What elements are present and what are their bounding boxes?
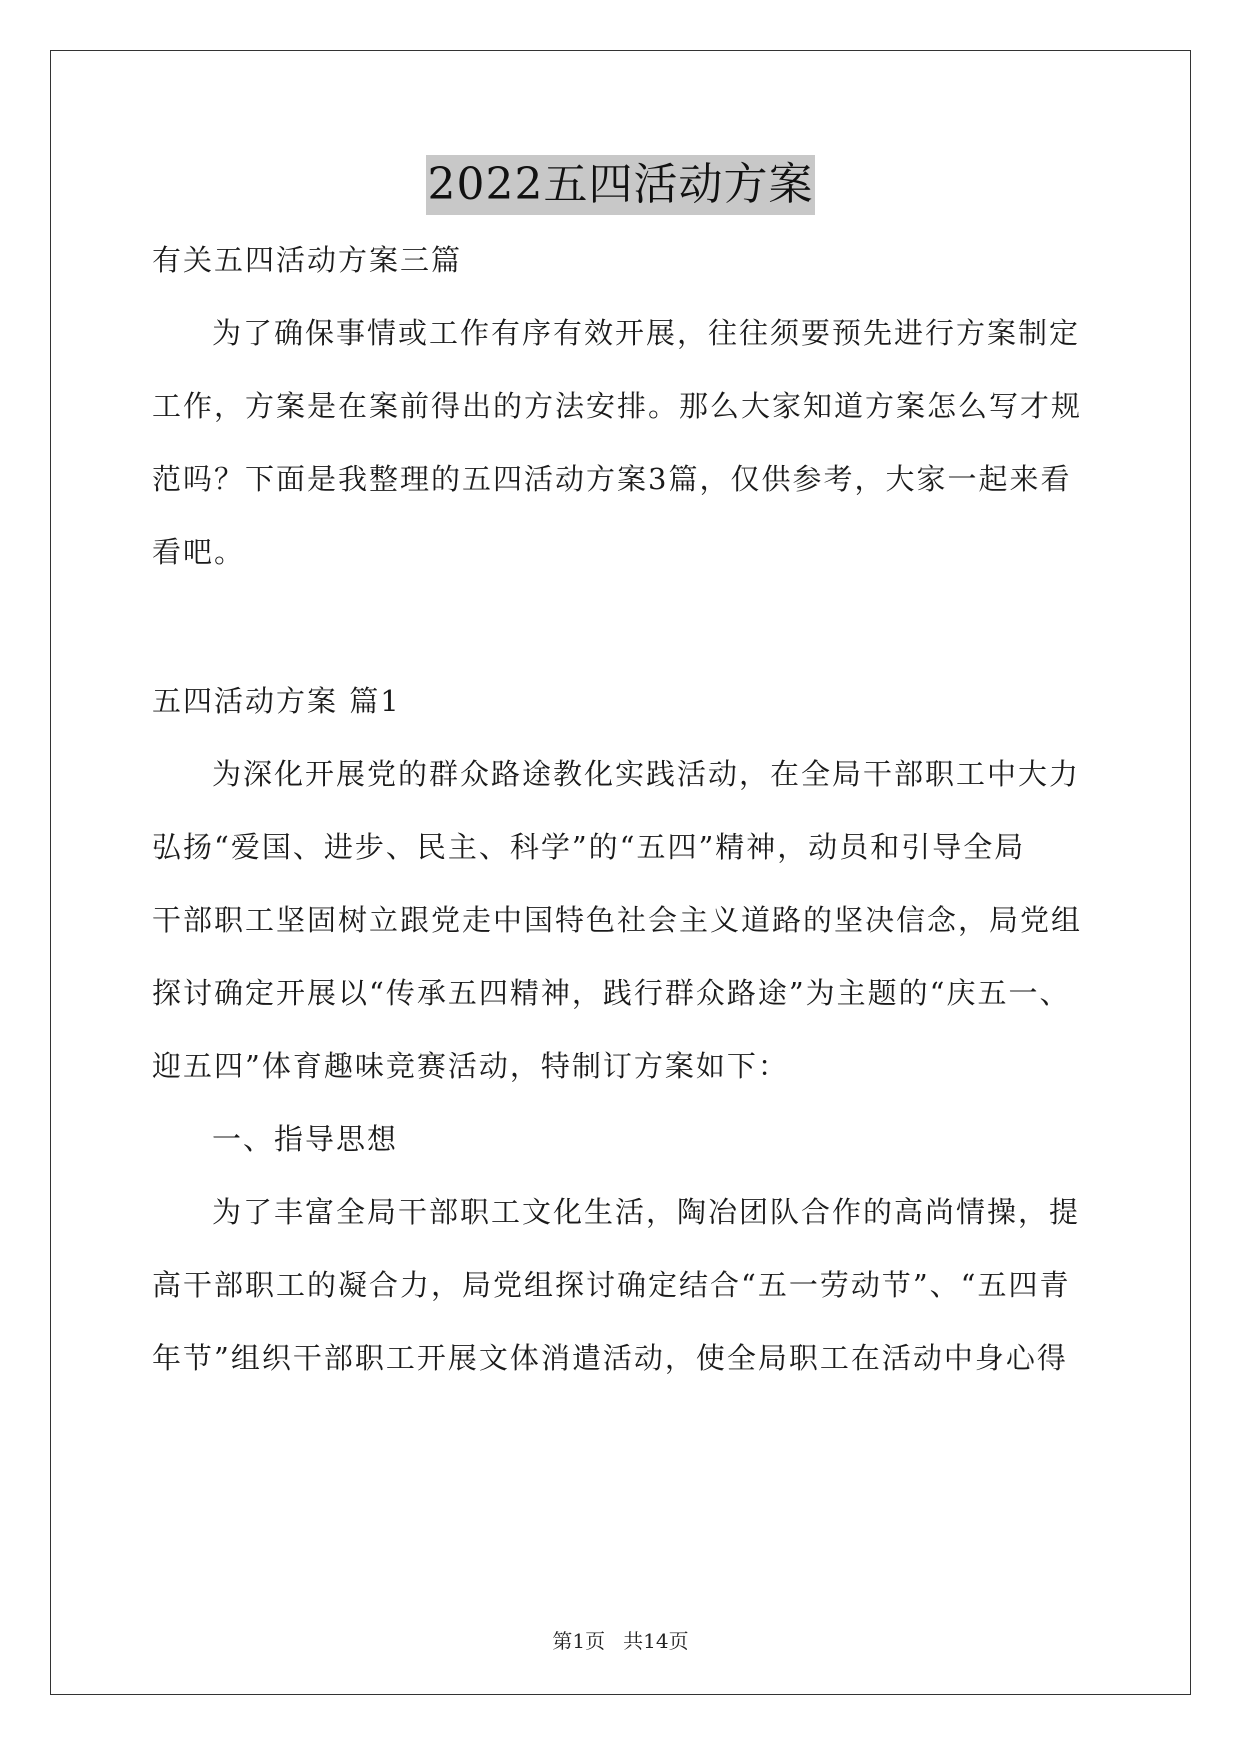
paragraph-line: 范吗？下面是我整理的五四活动方案3篇，仅供参考，大家一起来看 [152, 462, 1072, 496]
page-border [50, 50, 1191, 1695]
paragraph-line: 为了丰富全局干部职工文化生活，陶冶团队合作的高尚情操，提 [212, 1195, 1081, 1229]
paragraph-line: 干部职工坚固树立跟党走中国特色社会主义道路的坚决信念，局党组 [152, 903, 1083, 937]
paragraph-line: 看吧。 [152, 535, 246, 569]
paragraph-line: 工作，方案是在案前得出的方法安排。那么大家知道方案怎么写才规 [152, 389, 1083, 423]
paragraph-line: 迎五四”体育趣味竞赛活动，特制订方案如下： [152, 1049, 789, 1083]
paragraph-line: 探讨确定开展以“传承五四精神，践行群众路途”为主题的“庆五一、 [152, 976, 1071, 1010]
document-title: 2022五四活动方案 [426, 155, 816, 215]
paragraph-line: 高干部职工的凝合力，局党组探讨确定结合“五一劳动节”、“五四青 [152, 1268, 1071, 1302]
paragraph-line: 为了确保事情或工作有序有效开展，往往须要预先进行方案制定 [212, 316, 1081, 350]
paragraph-line: 年节”组织干部职工开展文体消遣活动，使全局职工在活动中身心得 [152, 1341, 1068, 1375]
paragraph-line: 为深化开展党的群众路途教化实践活动，在全局干部职工中大力 [212, 757, 1081, 791]
paragraph-line: 弘扬“爱国、进步、民主、科学”的“五四”精神，动员和引导全局 [152, 830, 1026, 864]
page-footer [0, 1628, 1241, 1654]
page-number: 第1页 [552, 1629, 606, 1653]
page-total: 共14页 [623, 1629, 689, 1653]
subtitle-line: 有关五四活动方案三篇 [152, 243, 463, 277]
section-heading: 五四活动方案 篇1 [152, 684, 401, 718]
subsection-heading: 一、指导思想 [212, 1122, 399, 1156]
title-container [0, 155, 1241, 215]
